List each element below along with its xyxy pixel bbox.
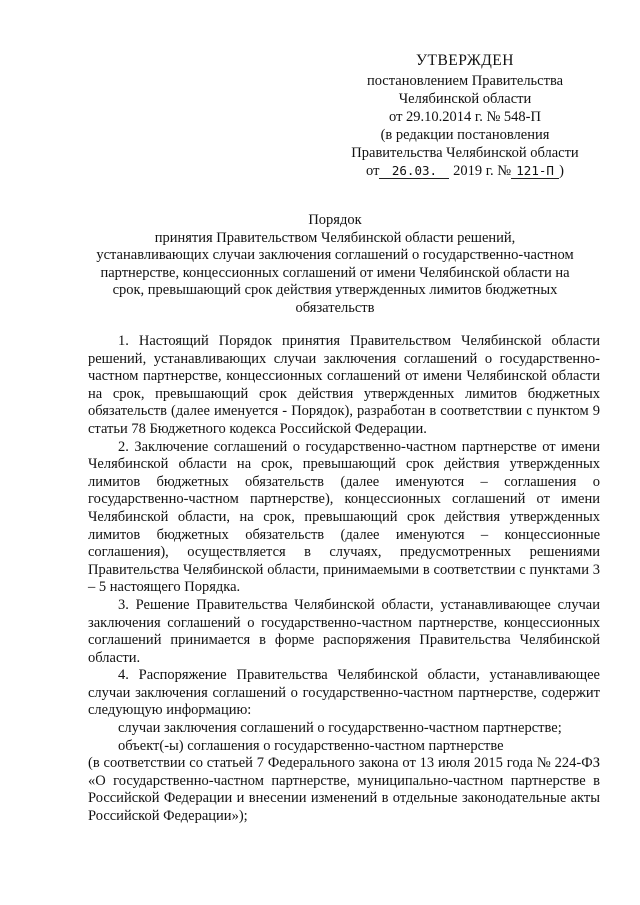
title-line-4: партнерстве, концессионных соглашений от имени Челябинской области на <box>100 264 570 281</box>
edition-suffix: ) <box>559 163 564 179</box>
title-line-2: принятия Правительством Челябинской области решений, <box>154 229 516 246</box>
paragraph-4-item-1: случаи заключения соглашений о государственно-частном партнерстве; <box>118 720 562 737</box>
edition-number-field <box>511 164 559 179</box>
paragraph-3: 3. Решение Правительства Челябинской области, устанавливающее случаи заключения соглашений о государственно-частном партнерстве, концессионных соглашений принимается в форме распоряжения Правительства Челябинской области. <box>88 596 600 666</box>
approval-line-1: постановлением Правительства <box>366 73 564 89</box>
approval-line-3: от 29.10.2014 г. № 548-П <box>389 109 541 125</box>
edition-prefix: от <box>366 163 380 179</box>
paragraph-4-item-2: объект(-ы) соглашения о государственно-частном партнерстве <box>118 737 504 754</box>
approval-line-5: Правительства Челябинской области <box>351 145 579 161</box>
approval-line-2: Челябинской области <box>398 91 532 107</box>
document-body <box>88 333 600 826</box>
title-line-3: устанавливающих случаи заключения соглашений о государственно-частном <box>96 247 574 263</box>
edition-date: 26.03. <box>391 163 438 178</box>
paragraph-4-item-2-continuation: (в соответствии со статьей 7 Федерального закона от 13 июля 2015 года № 224-ФЗ «О государственно-частном партнерстве, муниципально-частном партнерстве в Российской Федерации и внесении изменений в отдельные законодательные акты Российской Федерации»); <box>88 755 600 825</box>
edition-line <box>340 162 590 180</box>
edition-date-field <box>379 164 449 179</box>
approval-line-4: (в редакции постановления <box>380 127 550 143</box>
title-line-6: обязательств <box>295 299 375 316</box>
edition-year: 2019 г. № <box>453 163 512 179</box>
edition-number: 121-П <box>516 163 554 178</box>
paragraph-4: 4. Распоряжение Правительства Челябинской области, устанавливающее случаи заключения соглашений о государственно-частном партнерстве, содержит следующую информацию: <box>88 667 600 719</box>
paragraph-1: 1. Настоящий Порядок принятия Правительством Челябинской области решений, устанавливающих случаи заключения соглашений о государственно-частном партнерстве, концессионных соглашений от имени Челябинской области на срок, превышающий срок действия утвержденных лимитов бюджетных обязательств (далее именуется - Порядок), разработан в соответствии с пунктом 9 статьи 78 Бюджетного кодекса Российской Федерации. <box>88 333 600 437</box>
approval-stamp <box>340 52 590 180</box>
document-title <box>70 212 600 317</box>
title-line-1: Порядок <box>308 212 362 228</box>
paragraph-2: 2. Заключение соглашений о государственно-частном партнерстве от имени Челябинской области на срок, превышающий срок действия утвержденных лимитов бюджетных обязательств (далее именуются – соглашения о государственно-частном партнерстве), концессионных соглашений от имени Челябинской области, на срок, превышающий срок действия утвержденных лимитов бюджетных обязательств (далее именуются – концессионные соглашения), осуществляется в случаях, предусмотренных решениями Правительства Челябинской области, принимаемыми в соответствии с пунктами 3 – 5 настоящего Порядка. <box>88 438 600 596</box>
approval-title: УТВЕРЖДЕН <box>416 52 514 69</box>
title-line-5: срок, превышающий срок действия утвержденных лимитов бюджетных <box>112 282 558 298</box>
